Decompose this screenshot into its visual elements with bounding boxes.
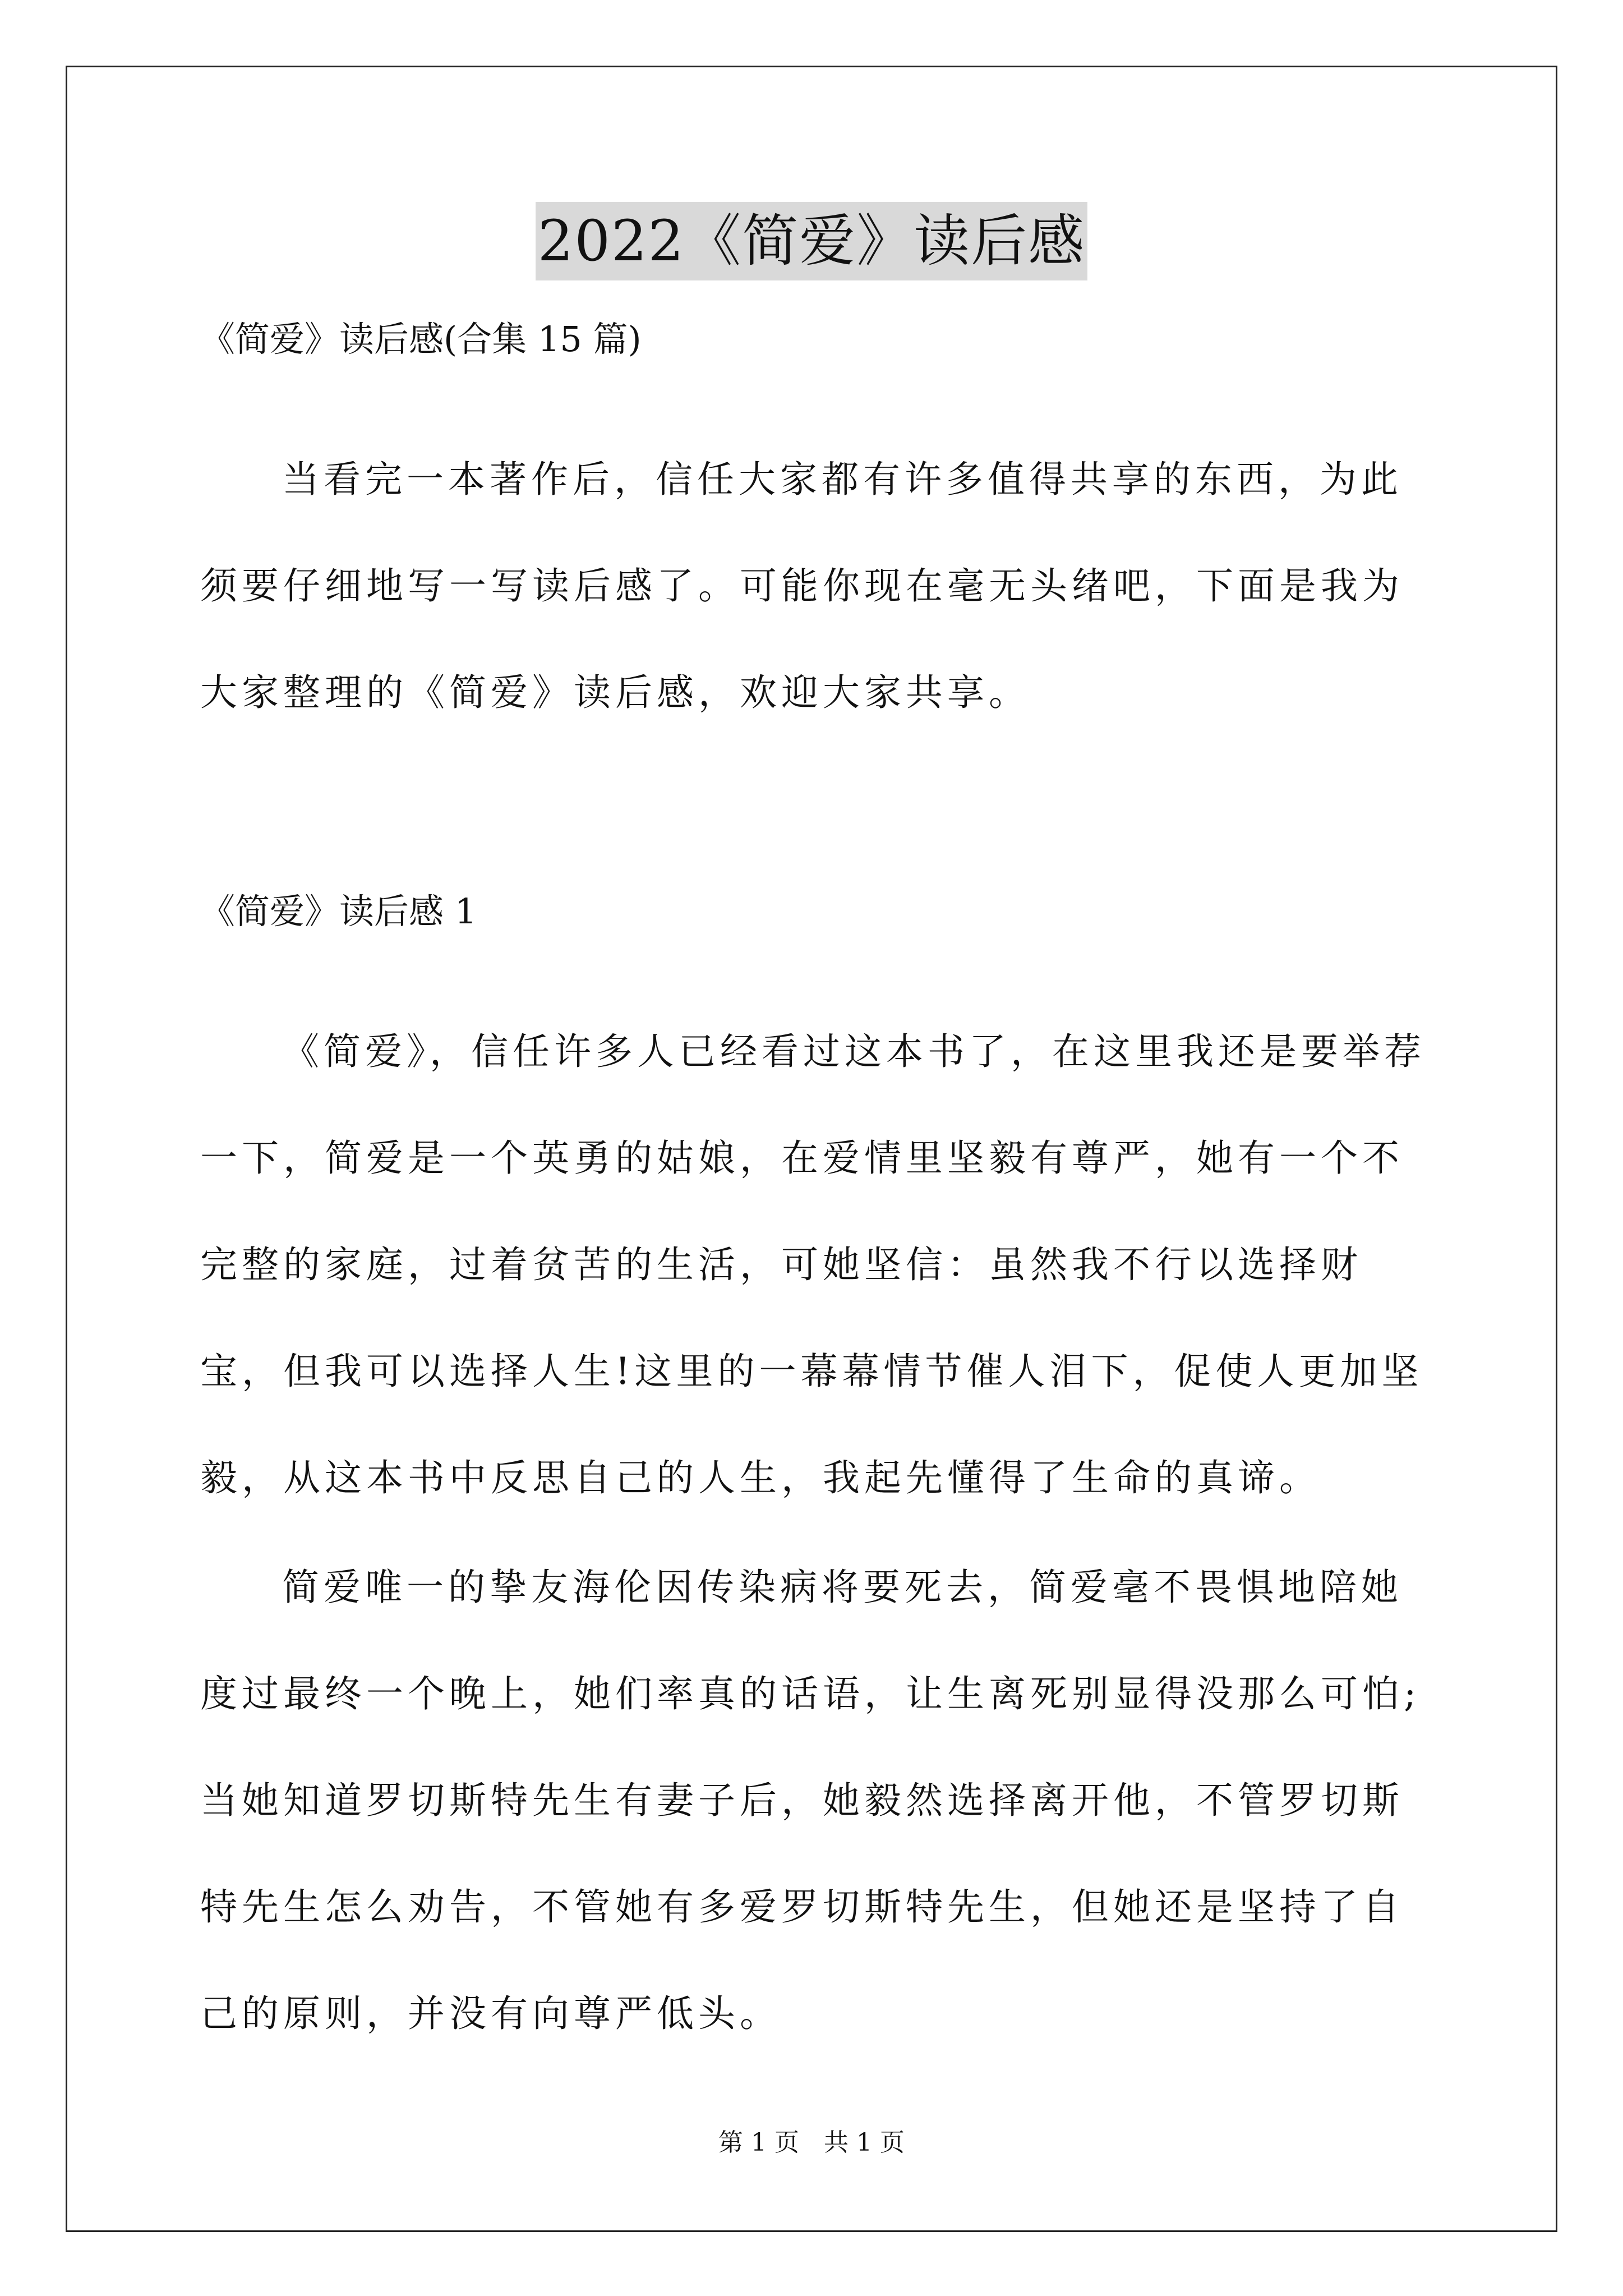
paragraph-text: 《简爱》，信任许多人已经看过这本书了，在这里我还是要举荐一下，简爱是一个英勇的姑娘，在爱情里坚毅有尊严，她有一个不完整的家庭，过着贫苦的生活，可她坚信：虽然我不行以选择财宝，但我可以选择人生!这里的一幕幕情节催人泪下，促使人更加坚毅，从这本书中反思自己的人生，我起先懂得了生命的真谛。 <box>200 1030 1426 1499</box>
title-container <box>0 202 1623 280</box>
section1-paragraph-2 <box>200 1534 1434 2067</box>
paragraph-text: 简爱唯一的挚友海伦因传染病将要死去，简爱毫不畏惧地陪她度过最终一个晚上，她们率真的话语，让生离死别显得没那么可怕;当她知道罗切斯特先生有妻子后，她毅然选择离开他，不管罗切斯特先生怎么劝告，不管她有多爱罗切斯特先生，但她还是坚持了自己的原则，并没有向尊严低头。 <box>200 1566 1421 2035</box>
document-subtitle: 《简爱》读后感(合集 15 篇) <box>200 319 642 360</box>
intro-text: 当看完一本著作后，信任大家都有许多值得共享的东西，为此须要仔细地写一写读后感了。可能你现在毫无头绪吧，下面是我为大家整理的《简爱》读后感，欢迎大家共享。 <box>200 458 1404 714</box>
section1-paragraph-1 <box>200 999 1434 1531</box>
section-heading-1: 《简爱》读后感 1 <box>200 891 477 932</box>
page-footer: 第 1 页 共 1 页 <box>718 2128 905 2157</box>
intro-paragraph <box>200 426 1434 746</box>
document-title: 2022《简爱》读后感 <box>536 202 1088 280</box>
